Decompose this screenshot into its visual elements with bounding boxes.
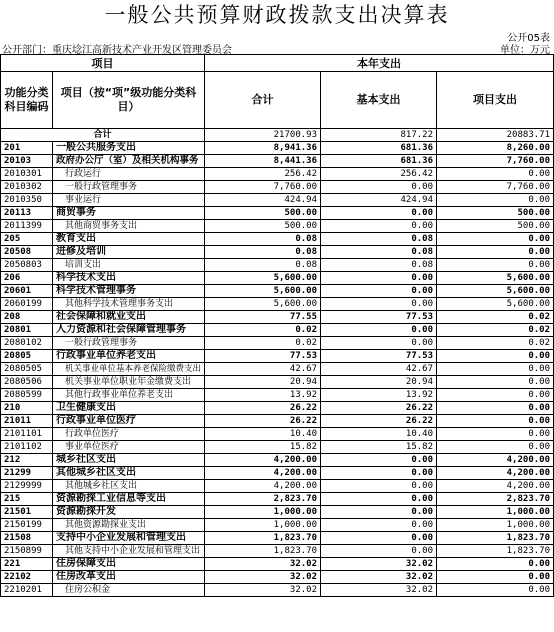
row-name: 一般公共服务支出 — [53, 142, 205, 155]
row-project: 0.00 — [437, 194, 554, 207]
row-total: 77.53 — [205, 350, 321, 363]
row-code: 20508 — [1, 246, 53, 259]
row-project: 5,600.00 — [437, 272, 554, 285]
row-total: 32.02 — [205, 571, 321, 584]
row-project: 5,600.00 — [437, 298, 554, 311]
row-basic: 0.00 — [321, 181, 437, 194]
table-row — [1, 142, 554, 155]
row-code: 215 — [1, 493, 53, 506]
row-code: 2210201 — [1, 584, 53, 597]
report-title: 一般公共预算财政拨款支出决算表 — [104, 3, 450, 27]
row-name: 机关事业单位基本养老保险缴费支出 — [53, 363, 205, 376]
row-total: 4,200.00 — [205, 467, 321, 480]
row-name: 政府办公厅（室）及相关机构事务 — [53, 155, 205, 168]
row-code: 20113 — [1, 207, 53, 220]
row-project: 1,000.00 — [437, 519, 554, 532]
row-basic: 26.22 — [321, 402, 437, 415]
row-name: 一般行政管理事务 — [53, 337, 205, 350]
header-row-1 — [1, 55, 554, 72]
row-code: 21501 — [1, 506, 53, 519]
row-name: 住房保障支出 — [53, 558, 205, 571]
row-project: 0.00 — [437, 441, 554, 454]
row-total: 5,600.00 — [205, 285, 321, 298]
row-basic: 77.53 — [321, 311, 437, 324]
table-row — [1, 519, 554, 532]
table-row — [1, 389, 554, 402]
total-basic: 817.22 — [321, 129, 437, 142]
row-code: 205 — [1, 233, 53, 246]
row-basic: 20.94 — [321, 376, 437, 389]
row-code: 2050803 — [1, 259, 53, 272]
row-basic: 0.00 — [321, 493, 437, 506]
row-basic: 32.02 — [321, 558, 437, 571]
row-name: 人力资源和社会保障管理事务 — [53, 324, 205, 337]
row-code: 221 — [1, 558, 53, 571]
total-label: 合计 — [1, 129, 205, 142]
table-row — [1, 246, 554, 259]
row-name: 教育支出 — [53, 233, 205, 246]
row-total: 5,600.00 — [205, 298, 321, 311]
row-code: 2010302 — [1, 181, 53, 194]
row-name: 住房公积金 — [53, 584, 205, 597]
row-basic: 32.02 — [321, 584, 437, 597]
total-total: 21700.93 — [205, 129, 321, 142]
row-basic: 26.22 — [321, 415, 437, 428]
table-row — [1, 272, 554, 285]
total-project: 20883.71 — [437, 129, 554, 142]
row-name: 其他行政事业单位养老支出 — [53, 389, 205, 402]
table-row — [1, 155, 554, 168]
row-name: 资源勘探开发 — [53, 506, 205, 519]
row-name: 行政事业单位养老支出 — [53, 350, 205, 363]
row-name: 进修及培训 — [53, 246, 205, 259]
header-name: 项目（按“项”级功能分类科目） — [53, 72, 205, 129]
row-basic: 0.00 — [321, 207, 437, 220]
row-code: 2101102 — [1, 441, 53, 454]
row-code: 20103 — [1, 155, 53, 168]
row-name: 科学技术支出 — [53, 272, 205, 285]
row-name: 行政运行 — [53, 168, 205, 181]
row-basic: 0.00 — [321, 519, 437, 532]
row-name: 其他科学技术管理事务支出 — [53, 298, 205, 311]
row-project: 0.02 — [437, 324, 554, 337]
row-total: 500.00 — [205, 207, 321, 220]
row-basic: 0.00 — [321, 324, 437, 337]
row-basic: 0.00 — [321, 337, 437, 350]
row-project: 0.00 — [437, 350, 554, 363]
table-row — [1, 545, 554, 558]
row-name: 机关事业单位职业年金缴费支出 — [53, 376, 205, 389]
header-basic: 基本支出 — [321, 72, 437, 129]
row-project: 1,823.70 — [437, 532, 554, 545]
row-total: 15.82 — [205, 441, 321, 454]
row-total: 1,000.00 — [205, 506, 321, 519]
table-row — [1, 532, 554, 545]
row-code: 2101101 — [1, 428, 53, 441]
table-row — [1, 311, 554, 324]
row-code: 2129999 — [1, 480, 53, 493]
row-basic: 681.36 — [321, 155, 437, 168]
row-total: 8,941.36 — [205, 142, 321, 155]
table-row — [1, 493, 554, 506]
row-project: 0.00 — [437, 428, 554, 441]
unit-label: 单位：万元 — [500, 45, 550, 56]
table-row — [1, 584, 554, 597]
row-project: 1,823.70 — [437, 545, 554, 558]
expenditure-table — [0, 54, 554, 597]
row-code: 2080599 — [1, 389, 53, 402]
row-project: 500.00 — [437, 220, 554, 233]
row-project: 0.00 — [437, 246, 554, 259]
row-project: 5,600.00 — [437, 285, 554, 298]
table-row — [1, 233, 554, 246]
row-total: 10.40 — [205, 428, 321, 441]
row-total: 0.02 — [205, 337, 321, 350]
row-project: 0.00 — [437, 363, 554, 376]
row-basic: 32.02 — [321, 571, 437, 584]
row-project: 0.00 — [437, 558, 554, 571]
row-total: 256.42 — [205, 168, 321, 181]
row-total: 4,200.00 — [205, 454, 321, 467]
row-total: 32.02 — [205, 584, 321, 597]
row-name: 一般行政管理事务 — [53, 181, 205, 194]
row-total: 500.00 — [205, 220, 321, 233]
row-total: 5,600.00 — [205, 272, 321, 285]
row-total: 26.22 — [205, 415, 321, 428]
row-code: 21299 — [1, 467, 53, 480]
row-project: 0.00 — [437, 402, 554, 415]
row-name: 其他资源勘探业支出 — [53, 519, 205, 532]
row-basic: 0.00 — [321, 467, 437, 480]
row-total: 424.94 — [205, 194, 321, 207]
row-name: 卫生健康支出 — [53, 402, 205, 415]
table-row — [1, 259, 554, 272]
table-row — [1, 350, 554, 363]
row-project: 0.00 — [437, 233, 554, 246]
row-code: 20601 — [1, 285, 53, 298]
row-basic: 0.00 — [321, 220, 437, 233]
row-project: 500.00 — [437, 207, 554, 220]
table-row — [1, 324, 554, 337]
table-row — [1, 441, 554, 454]
row-code: 2080102 — [1, 337, 53, 350]
row-name: 行政事业单位医疗 — [53, 415, 205, 428]
row-basic: 0.00 — [321, 506, 437, 519]
table-row — [1, 428, 554, 441]
row-code: 210 — [1, 402, 53, 415]
row-total: 1,823.70 — [205, 545, 321, 558]
row-code: 2011399 — [1, 220, 53, 233]
row-total: 7,760.00 — [205, 181, 321, 194]
row-project: 0.02 — [437, 311, 554, 324]
table-row — [1, 480, 554, 493]
row-project: 0.00 — [437, 168, 554, 181]
row-basic: 0.00 — [321, 454, 437, 467]
row-name: 其他城乡社区支出 — [53, 480, 205, 493]
row-total: 2,823.70 — [205, 493, 321, 506]
table-row — [1, 402, 554, 415]
header-current-year: 本年支出 — [205, 55, 554, 72]
department-label: 公开部门：重庆埝江高新技术产业开发区管理委员会 — [2, 45, 232, 56]
row-code: 2080506 — [1, 376, 53, 389]
row-name: 城乡社区支出 — [53, 454, 205, 467]
row-total: 0.08 — [205, 233, 321, 246]
row-basic: 0.00 — [321, 532, 437, 545]
row-name: 住房改革支出 — [53, 571, 205, 584]
table-row — [1, 220, 554, 233]
row-basic: 0.00 — [321, 272, 437, 285]
row-total: 0.08 — [205, 259, 321, 272]
row-code: 201 — [1, 142, 53, 155]
row-name: 其他支持中小企业发展和管理支出 — [53, 545, 205, 558]
row-code: 206 — [1, 272, 53, 285]
row-name: 事业运行 — [53, 194, 205, 207]
header-code: 功能分类科目编码 — [1, 72, 53, 129]
row-code: 20801 — [1, 324, 53, 337]
row-project: 0.00 — [437, 376, 554, 389]
row-name: 培训支出 — [53, 259, 205, 272]
row-name: 支持中小企业发展和管理支出 — [53, 532, 205, 545]
row-code: 2150199 — [1, 519, 53, 532]
row-code: 2060199 — [1, 298, 53, 311]
row-total: 26.22 — [205, 402, 321, 415]
header-row-2 — [1, 72, 554, 129]
form-code: 公开05表 — [507, 33, 550, 44]
row-project: 0.02 — [437, 337, 554, 350]
row-code: 21508 — [1, 532, 53, 545]
row-name: 科学技术管理事务 — [53, 285, 205, 298]
row-project: 2,823.70 — [437, 493, 554, 506]
row-project: 0.00 — [437, 415, 554, 428]
row-code: 22102 — [1, 571, 53, 584]
row-total: 32.02 — [205, 558, 321, 571]
table-row — [1, 376, 554, 389]
row-code: 20805 — [1, 350, 53, 363]
row-name: 事业单位医疗 — [53, 441, 205, 454]
table-row — [1, 337, 554, 350]
row-total: 1,000.00 — [205, 519, 321, 532]
row-basic: 13.92 — [321, 389, 437, 402]
row-code: 21011 — [1, 415, 53, 428]
row-code: 208 — [1, 311, 53, 324]
row-basic: 256.42 — [321, 168, 437, 181]
row-project: 4,200.00 — [437, 467, 554, 480]
row-total: 77.55 — [205, 311, 321, 324]
row-name: 其他城乡社区支出 — [53, 467, 205, 480]
table-body — [1, 129, 554, 597]
row-name: 商贸事务 — [53, 207, 205, 220]
row-total: 0.08 — [205, 246, 321, 259]
row-total: 4,200.00 — [205, 480, 321, 493]
row-name: 行政单位医疗 — [53, 428, 205, 441]
row-project: 4,200.00 — [437, 480, 554, 493]
row-basic: 424.94 — [321, 194, 437, 207]
row-basic: 0.08 — [321, 246, 437, 259]
row-code: 2010350 — [1, 194, 53, 207]
row-total: 42.67 — [205, 363, 321, 376]
table-row — [1, 415, 554, 428]
row-total: 20.94 — [205, 376, 321, 389]
row-total: 0.02 — [205, 324, 321, 337]
row-name: 社会保障和就业支出 — [53, 311, 205, 324]
row-code: 2080505 — [1, 363, 53, 376]
table-row — [1, 506, 554, 519]
table-row — [1, 454, 554, 467]
row-project: 0.00 — [437, 571, 554, 584]
row-code: 212 — [1, 454, 53, 467]
row-basic: 0.08 — [321, 233, 437, 246]
row-basic: 0.00 — [321, 480, 437, 493]
row-basic: 15.82 — [321, 441, 437, 454]
total-row — [1, 129, 554, 142]
header-item: 项目 — [1, 55, 205, 72]
row-project: 7,760.00 — [437, 181, 554, 194]
row-project: 0.00 — [437, 389, 554, 402]
row-basic: 42.67 — [321, 363, 437, 376]
table-row — [1, 467, 554, 480]
table-row — [1, 363, 554, 376]
table-row — [1, 207, 554, 220]
table-row — [1, 194, 554, 207]
table-row — [1, 181, 554, 194]
row-basic: 0.00 — [321, 285, 437, 298]
row-total: 8,441.36 — [205, 155, 321, 168]
table-row — [1, 571, 554, 584]
row-project: 7,760.00 — [437, 155, 554, 168]
row-total: 13.92 — [205, 389, 321, 402]
row-project: 8,260.00 — [437, 142, 554, 155]
row-basic: 0.08 — [321, 259, 437, 272]
row-project: 4,200.00 — [437, 454, 554, 467]
row-basic: 0.00 — [321, 545, 437, 558]
row-basic: 10.40 — [321, 428, 437, 441]
table-row — [1, 168, 554, 181]
row-project: 1,000.00 — [437, 506, 554, 519]
row-project: 0.00 — [437, 584, 554, 597]
table-row — [1, 298, 554, 311]
table-row — [1, 285, 554, 298]
row-name: 资源勘探工业信息等支出 — [53, 493, 205, 506]
row-name: 其他商贸事务支出 — [53, 220, 205, 233]
row-code: 2150899 — [1, 545, 53, 558]
row-basic: 681.36 — [321, 142, 437, 155]
row-code: 2010301 — [1, 168, 53, 181]
header-total: 合计 — [205, 72, 321, 129]
row-basic: 0.00 — [321, 298, 437, 311]
row-total: 1,823.70 — [205, 532, 321, 545]
table-row — [1, 558, 554, 571]
row-project: 0.00 — [437, 259, 554, 272]
header-project: 项目支出 — [437, 72, 554, 129]
row-basic: 77.53 — [321, 350, 437, 363]
